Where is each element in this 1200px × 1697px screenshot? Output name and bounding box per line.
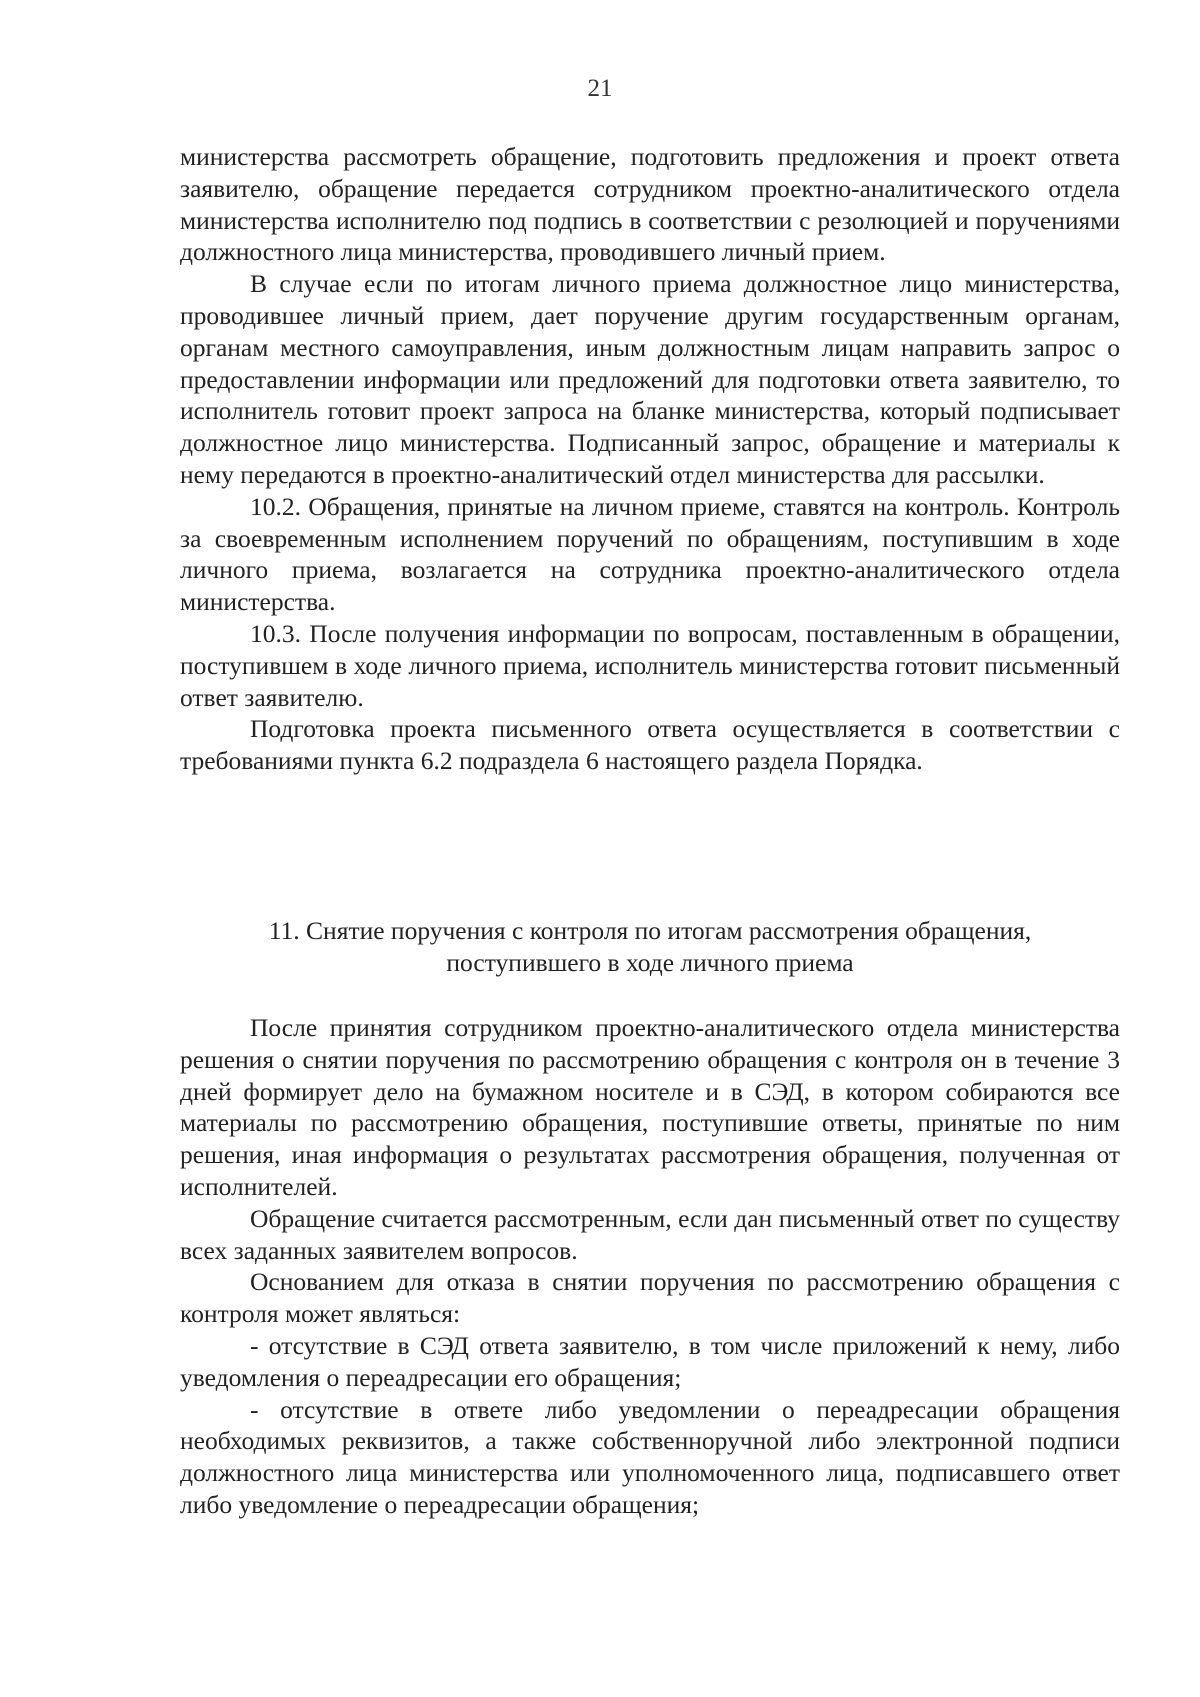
section-heading-line-2: поступившего в ходе личного приема: [446, 948, 854, 977]
list-item: - отсутствие в ответе либо уведомлении о переадресации обращения необходимых реквизитов, а также собственноручной либо электронной подписи должностного лица министерства или уполномоченного лица, подписавшего ответ либо уведомление о переадресации обращения;: [180, 1394, 1120, 1519]
paragraph-case-formation: После принятия сотрудником проектно-аналитического отдела министерства решения о снятии поручения по рассмотрению обращения с контроля он в течение 3 дней формирует дело на бумажном носителе и в СЭД, в котором собираются все материалы по рассмотрению обращения, поступившие ответы, принятые по ним решения, иная информация о результатах рассмотрения обращения, полученная от исполнителей.: [180, 1013, 1120, 1201]
list-item: - отсутствие в СЭД ответа заявителю, в том числе приложений к нему, либо уведомления о переадресации его обращения;: [180, 1330, 1120, 1392]
paragraph-10-3: 10.3. После получения информации по вопросам, поставленным в обращении, поступившем в ходе личного приема, исполнитель министерства готовит письменный ответ заявителю.: [180, 618, 1120, 712]
text-block-section-11: [180, 1012, 1120, 1521]
paragraph-continued: министерства рассмотреть обращение, подготовить предложения и проект ответа заявителю, обращение передается сотрудником проектно-аналитического отдела министерства исполнителю под подпись в соответствии с резолюцией и поручениями должностного лица министерства, проводившего личный прием.: [180, 142, 1120, 267]
paragraph-considered: Обращение считается рассмотренным, если дан письменный ответ по существу всех заданных заявителем вопросов.: [180, 1203, 1120, 1265]
page-number: 21: [587, 75, 613, 102]
section-heading-line-1: 11. Снятие поручения с контроля по итогам рассмотрения обращения,: [268, 916, 1032, 945]
paragraph-refusal-grounds: Основанием для отказа в снятии поручения по рассмотрению обращения с контроля может являться:: [180, 1267, 1120, 1329]
section-11-heading: [180, 915, 1120, 979]
paragraph-10-2: 10.2. Обращения, принятые на личном приеме, ставятся на контроль. Контроль за своевременным исполнением поручений по обращениям, поступившим в ходе личного приема, возлагается на сотрудника проектно-аналитического отдела министерства.: [180, 491, 1120, 617]
paragraph-preparation: Подготовка проекта письменного ответа осуществляется в соответствии с требованиями пункта 6.2 подраздела 6 настоящего раздела Порядка.: [180, 714, 1120, 776]
text-block-continuation: [180, 141, 1120, 777]
paragraph-request-procedure: В случае если по итогам личного приема должностное лицо министерства, проводившее личный прием, дает поручение другим государственным органам, органам местного самоуправления, иным должностным лицам направить запрос о предоставлении информации или предложений для подготовки ответа заявителю, то исполнитель готовит проект запроса на бланке министерства, который подписывает должностное лицо министерства. Подписанный запрос, обращение и материалы к нему передаются в проектно-аналитический отдел министерства для рассылки.: [180, 269, 1120, 489]
